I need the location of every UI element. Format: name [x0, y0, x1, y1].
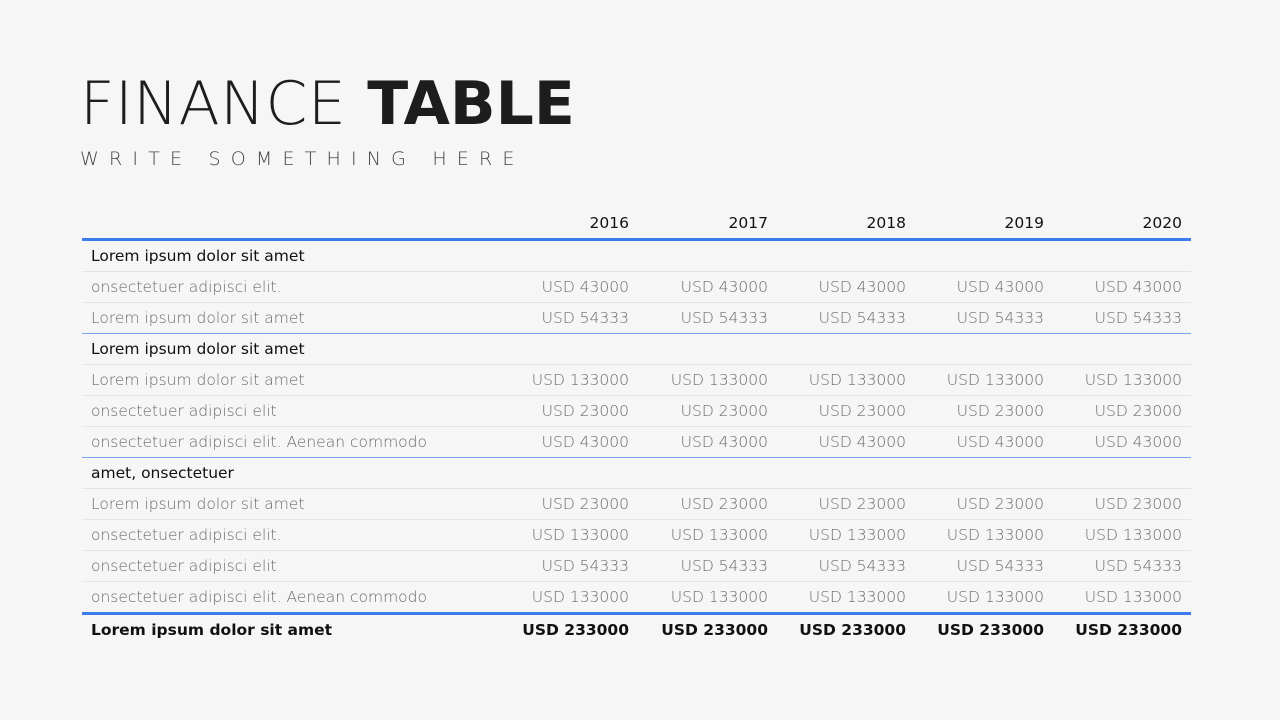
- table-row: [82, 520, 1191, 551]
- table-row: [82, 272, 1191, 303]
- page-subtitle: WRITE SOMETHING HERE: [80, 148, 525, 170]
- value-cell: USD 54333: [502, 551, 638, 582]
- table-row: [82, 365, 1191, 396]
- value-cell: USD 23000: [1053, 396, 1191, 427]
- value-cell: USD 133000: [502, 520, 638, 551]
- row-label: Lorem ipsum dolor sit amet: [82, 489, 502, 520]
- value-cell: USD 133000: [531, 588, 629, 606]
- value-cell: USD 54333: [777, 551, 915, 582]
- value-cell: USD 54333: [1053, 551, 1191, 582]
- value-cell: USD 23000: [638, 396, 777, 427]
- page-title: [80, 68, 575, 140]
- row-label: onsectetuer adipisci elit: [82, 396, 502, 427]
- total-value: USD 233000: [502, 614, 638, 646]
- year-header: 2017: [638, 208, 777, 240]
- value-cell: USD 54333: [818, 309, 906, 327]
- total-label: Lorem ipsum dolor sit amet: [82, 614, 502, 646]
- value-cell: USD 133000: [670, 588, 768, 606]
- value-cell: USD 133000: [1053, 520, 1191, 551]
- value-cell: USD 54333: [915, 551, 1053, 582]
- value-cell: USD 43000: [680, 433, 768, 451]
- value-cell: USD 133000: [915, 365, 1053, 396]
- value-cell: USD 133000: [808, 588, 906, 606]
- row-label: Lorem ipsum dolor sit amet: [91, 309, 305, 327]
- page-title-bold: TABLE: [367, 69, 575, 139]
- section-row: [82, 240, 1191, 272]
- page-title-light: FINANCE: [80, 69, 347, 139]
- total-value: USD 233000: [1053, 614, 1191, 646]
- year-header: 2020: [1053, 208, 1191, 240]
- table-row: [82, 303, 1191, 334]
- value-cell: USD 23000: [777, 489, 915, 520]
- value-cell: USD 133000: [777, 365, 915, 396]
- value-cell: USD 43000: [777, 272, 915, 303]
- year-header: 2019: [915, 208, 1053, 240]
- value-cell: USD 133000: [946, 588, 1044, 606]
- row-label: onsectetuer adipisci elit. Aenean commodo: [91, 588, 427, 606]
- section-row: [82, 334, 1191, 365]
- section-label: Lorem ipsum dolor sit amet: [82, 240, 1191, 272]
- value-cell: USD 54333: [638, 551, 777, 582]
- value-cell: USD 43000: [915, 272, 1053, 303]
- value-cell: USD 43000: [638, 272, 777, 303]
- value-cell: USD 54333: [1094, 309, 1182, 327]
- year-header: 2016: [502, 208, 638, 240]
- value-cell: USD 133000: [1084, 588, 1182, 606]
- total-row: [82, 614, 1191, 646]
- row-label: onsectetuer adipisci elit. Aenean commodo: [91, 433, 427, 451]
- table-row: [82, 427, 1191, 458]
- value-cell: USD 133000: [915, 520, 1053, 551]
- table-row: [82, 551, 1191, 582]
- row-label: onsectetuer adipisci elit.: [82, 520, 502, 551]
- row-label: onsectetuer adipisci elit.: [82, 272, 502, 303]
- section-label: Lorem ipsum dolor sit amet: [82, 334, 1191, 365]
- value-cell: USD 23000: [502, 396, 638, 427]
- value-cell: USD 133000: [777, 520, 915, 551]
- value-cell: USD 43000: [1053, 272, 1191, 303]
- year-header: 2018: [777, 208, 915, 240]
- total-value: USD 233000: [915, 614, 1053, 646]
- total-value: USD 233000: [777, 614, 915, 646]
- value-cell: USD 23000: [915, 489, 1053, 520]
- row-label: Lorem ipsum dolor sit amet: [82, 365, 502, 396]
- row-label: onsectetuer adipisci elit: [82, 551, 502, 582]
- table-header: [82, 208, 1191, 240]
- finance-table: [82, 208, 1191, 645]
- value-cell: USD 43000: [1094, 433, 1182, 451]
- value-cell: USD 43000: [956, 433, 1044, 451]
- value-cell: USD 54333: [541, 309, 629, 327]
- value-cell: USD 133000: [638, 365, 777, 396]
- value-cell: USD 23000: [777, 396, 915, 427]
- header-label-cell: [82, 208, 502, 240]
- header-row: [82, 208, 1191, 240]
- value-cell: USD 54333: [680, 309, 768, 327]
- value-cell: USD 43000: [541, 433, 629, 451]
- value-cell: USD 23000: [915, 396, 1053, 427]
- value-cell: USD 23000: [638, 489, 777, 520]
- table-row: [82, 396, 1191, 427]
- table-row: [82, 489, 1191, 520]
- table-row: [82, 582, 1191, 614]
- value-cell: USD 133000: [502, 365, 638, 396]
- section-row: [82, 458, 1191, 489]
- value-cell: USD 23000: [1053, 489, 1191, 520]
- value-cell: USD 43000: [818, 433, 906, 451]
- value-cell: USD 23000: [502, 489, 638, 520]
- total-value: USD 233000: [638, 614, 777, 646]
- section-label: amet, onsectetuer: [82, 458, 1191, 489]
- table-body: [82, 240, 1191, 646]
- value-cell: USD 54333: [956, 309, 1044, 327]
- value-cell: USD 133000: [638, 520, 777, 551]
- value-cell: USD 133000: [1053, 365, 1191, 396]
- value-cell: USD 43000: [502, 272, 638, 303]
